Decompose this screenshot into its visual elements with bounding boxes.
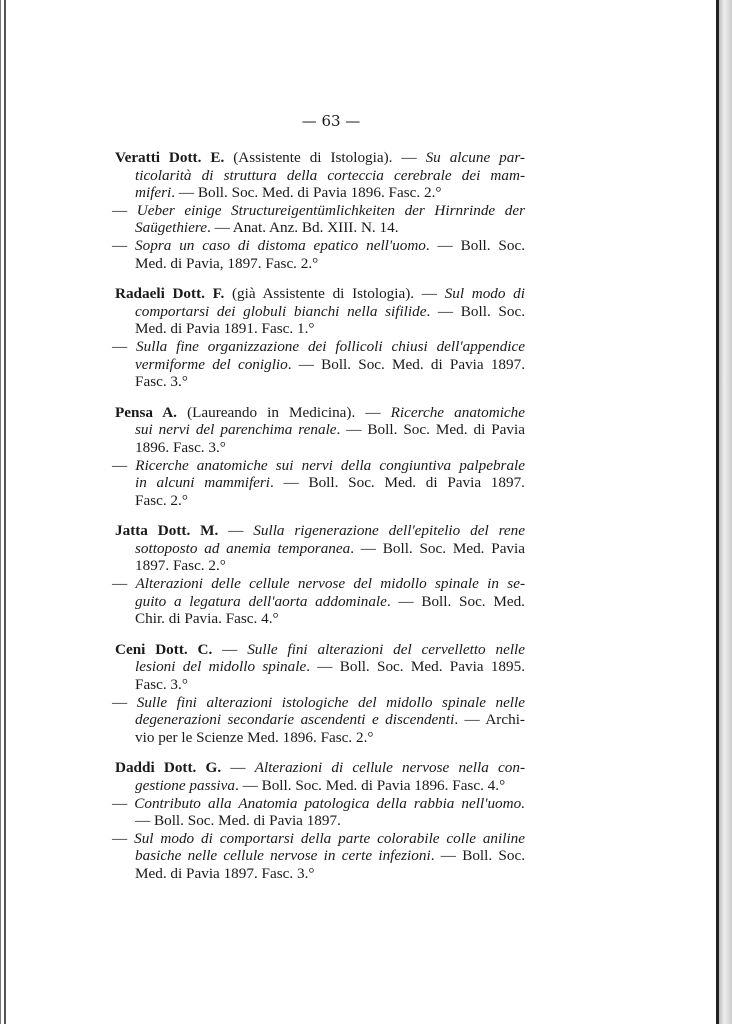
work-title: Alterazioni delle cellule nervose del midollo spinale in se- [135,575,526,593]
citation-text: (Laureando in Medicina). — [176,403,391,421]
entry-line [112,303,525,321]
entry-line [112,795,525,813]
author-name: Pensa A. [115,403,177,421]
entry-line [112,320,525,338]
entry-line [112,729,525,747]
citation-text: — [112,456,136,474]
entry-line [112,492,525,510]
work-title: Sulle fini alterazioni istologiche del midollo spinale nelle [136,693,525,711]
page-number-text: — 63 — [301,112,361,130]
bibliography-list [112,149,525,896]
entry-line [112,285,525,303]
entry-line [112,711,525,729]
scan-edge-left-outer [0,0,1,1024]
entry-line [112,237,525,255]
citation-text: Fasc. 2.° [135,491,188,509]
work-title: sottoposto ad anemia temporanea [135,539,351,557]
entry-line [112,557,525,575]
page-number [0,112,732,130]
citation-text: Med. di Pavia 1891. Fasc. 1.° [135,320,315,338]
citation-text: — [112,337,137,355]
work-title: Ricerche anatomiche sui nervi della congiuntiva palpebrale [135,456,525,474]
entry-line [112,658,525,676]
entry-line [112,610,525,628]
work-title: Sopra un caso di distoma epatico nell'uomo [135,236,426,254]
citation-text: — [112,693,137,711]
citation-text: — [212,640,248,658]
work-title: degenerazioni secondarie ascendenti e discendenti [135,711,455,729]
citation-text: — [112,201,137,219]
citation-text: — [221,759,255,777]
citation-text: — [112,829,135,847]
citation-text: — [112,794,135,812]
entry-line [112,575,525,593]
bibliography-entry [112,149,525,272]
citation-text: Med. di Pavia 1897. Fasc. 3.° [135,864,315,882]
citation-text: . — Boll. Soc. Med. di Pavia [336,421,525,439]
work-title: basiche nelle cellule nervose in certe infezioni [135,847,431,865]
work-title: Ricerche anatomiche [390,403,525,421]
citation-text: (già Assistente di Istologia). — [224,285,445,303]
work-title: Saügethiere [135,219,207,237]
entry-line [112,255,525,273]
citation-text: . — Boll. Soc. Med. [386,592,525,610]
entry-line [112,202,525,220]
bibliography-entry [112,522,525,628]
citation-text: Med. di Pavia, 1897. Fasc. 2.° [135,254,319,272]
author-name: Daddi Dott. G. [115,759,222,777]
scan-page-fold [719,0,732,1024]
entry-line [112,457,525,475]
citation-text: . — Boll. Soc. Med. di Pavia 1896. Fasc. 2.° [171,184,442,202]
entry-line [112,641,525,659]
citation-text: . — Boll. Soc. [426,302,526,320]
bibliography-entry [112,759,525,882]
entry-line [112,777,525,795]
work-title: vermiforme del coniglio [135,355,288,373]
citation-text: — [112,575,136,593]
author-name: Radaeli Dott. F. [115,285,225,303]
entry-line [112,474,525,492]
author-name: Jatta Dott. M. [115,522,219,540]
citation-text: 1896. Fasc. 3.° [135,438,226,456]
work-title: Sulla rigenerazione dell'epitelio del rene [253,522,525,540]
citation-text: Fasc. 3.° [135,676,188,694]
citation-text: . — Boll. Soc. Med. Pavia 1895. [306,658,525,676]
citation-text: 1897. Fasc. 2.° [135,557,226,575]
citation-text: . — Anat. Anz. Bd. XIII. N. 14. [206,219,399,237]
work-title: comportarsi dei globuli bianchi nella sifilide [135,302,427,320]
entry-line [112,759,525,777]
entry-line [112,540,525,558]
entry-line [112,167,525,185]
citation-text: . — Boll. Soc. [425,236,526,254]
author-name: Ceni Dott. C. [115,640,213,658]
work-title: ticolarità di struttura della corteccia cerebrale dei mam- [135,166,525,184]
work-title: Su alcune par- [425,149,525,166]
citation-text: — Boll. Soc. Med. di Pavia 1897. [135,812,341,830]
entry-line [112,676,525,694]
entry-line [112,356,525,374]
entry-line [112,847,525,865]
scan-edge-left [4,0,6,1024]
entry-line [112,404,525,422]
entry-line [112,219,525,237]
citation-text: — [218,522,254,540]
bibliography-entry [112,285,525,391]
entry-line [112,184,525,202]
work-title: Alterazioni di cellule nervose nella con- [254,759,526,777]
entry-line [112,439,525,457]
citation-text: . — Boll. Soc. Med. Pavia [350,539,525,557]
work-title: in alcuni mammiferi [135,474,271,492]
entry-line [112,593,525,611]
work-title: gestione passiva [135,777,235,794]
work-title: Ueber einige Structureigentümlichkeiten der Hirnrinde der [136,201,525,219]
citation-text: . — Boll. Soc. Med. di Pavia 1896. Fasc. 4.° [234,777,506,794]
citation-text: . — Boll. Soc. [430,847,526,865]
work-title: lesioni del midollo spinale [135,658,307,676]
entry-line [112,373,525,391]
entry-line [112,830,525,848]
work-title: Sulla fine organizzazione dei follicoli chiusi dell'appendice [136,337,525,355]
entry-line [112,694,525,712]
work-title: Sul modo di [444,285,525,303]
entry-line [112,421,525,439]
author-name: Veratti Dott. E. [115,149,225,166]
work-title: Contributo alla Anatomia patologica della rabbia nell'uomo. [134,794,525,812]
bibliography-entry [112,404,525,510]
work-title: Sulle fini alterazioni del cervelletto nelle [247,640,525,658]
entry-line [112,812,525,830]
citation-text: vio per le Scienze Med. 1896. Fasc. 2.° [135,728,374,746]
citation-text: — [112,236,136,254]
citation-text: . — Boll. Soc. Med. di Pavia 1897. [270,474,525,492]
work-title: sui nervi del parenchima renale [135,421,337,439]
citation-text: . — Archi- [454,711,525,729]
work-title: miferi [135,184,172,202]
citation-text: (Assistente di Istologia). — [224,149,426,166]
entry-line [112,522,525,540]
entry-line [112,865,525,883]
bibliography-entry [112,641,525,747]
citation-text: Fasc. 3.° [135,373,188,391]
citation-text: Chir. di Pavia. Fasc. 4.° [135,610,279,628]
work-title: Sul modo di comportarsi della parte colorabile colle aniline [134,829,526,847]
work-title: guito a legatura dell'aorta addominale [135,592,387,610]
entry-line [112,149,525,167]
citation-text: . — Boll. Soc. Med. di Pavia 1897. [287,355,525,373]
entry-line [112,338,525,356]
